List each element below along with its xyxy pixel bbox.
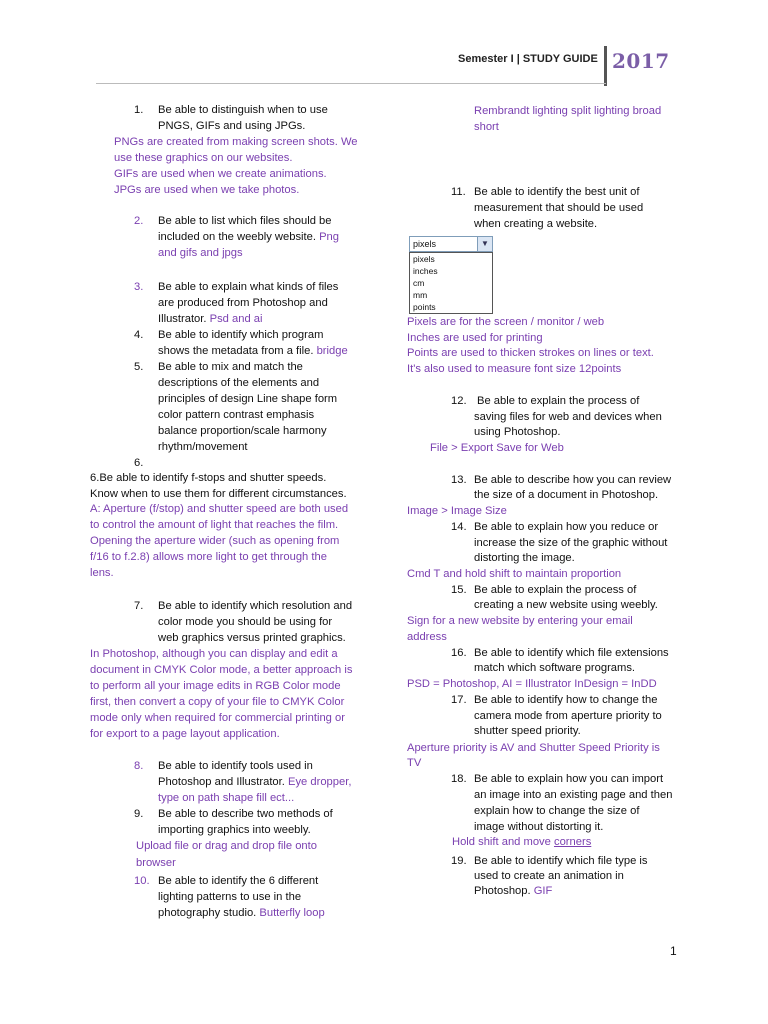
question-text: shows the metadata from a file. bridge <box>158 345 348 357</box>
answer-line: short <box>474 121 499 133</box>
question-text: color mode you should be using for <box>158 616 333 628</box>
question-number: 5. <box>134 361 144 373</box>
question-text: importing graphics into weebly. <box>158 824 311 836</box>
question-text: image without distorting it. <box>474 821 604 833</box>
question-text: Be able to identify how to change the <box>474 694 658 706</box>
question-text: are produced from Photoshop and <box>158 297 328 309</box>
question-text: Be able to identify the best unit of <box>474 186 640 198</box>
question-number: 19. <box>451 855 467 867</box>
unit-option[interactable]: inches <box>413 266 438 276</box>
answer-line: TV <box>407 757 422 769</box>
unit-option[interactable]: cm <box>413 278 425 288</box>
answer-inline: bridge <box>316 345 348 357</box>
question-text: principles of design Line shape form <box>158 393 338 405</box>
question-number: 12. <box>451 395 467 407</box>
question-number: 1. <box>134 104 144 116</box>
question-number: 6. <box>134 457 144 469</box>
question-text: web graphics versus printed graphics. <box>158 632 346 644</box>
question-text: photography studio. Butterfly loop <box>158 907 325 919</box>
question-text: saving files for web and devices when <box>474 411 662 423</box>
answer-inline: Psd and ai <box>209 313 263 325</box>
question-text: Photoshop. GIF <box>474 885 553 897</box>
answer-line: Rembrandt lighting split lighting broad <box>474 105 662 117</box>
answer-line: use these graphics on our websites. <box>114 152 293 164</box>
question-text: Be able to identify the 6 different <box>158 875 319 887</box>
answer-line: document in CMYK Color mode, a better approach is <box>90 664 353 676</box>
question-number: 11. <box>451 186 466 198</box>
answer-line: In Photoshop, although you can display and edit a <box>90 648 338 660</box>
question-text: Be able to explain what kinds of files <box>158 281 339 293</box>
question-text: Be able to mix and match the <box>158 361 303 373</box>
question-text: Be able to distinguish when to use PNGS, GIFs and using JPGs. <box>158 104 328 132</box>
question-number: 2. <box>134 215 144 227</box>
answer-line: first, then convert a copy of your file to CMYK Color <box>90 696 345 708</box>
question-number: 18. <box>451 773 467 785</box>
answer-line: for export to a page layout application. <box>90 728 280 740</box>
question-text: creating a new website using weebly. <box>474 599 658 611</box>
question-number: 8. <box>134 760 144 772</box>
answer-line: Cmd T and hold shift to maintain proportion <box>407 568 622 580</box>
header-title: Semester I | STUDY GUIDE <box>458 53 598 65</box>
answer-line: f/16 to f.2.8) allows more light to get through the <box>90 551 327 563</box>
answer-line: Inches are used for printing <box>407 332 543 344</box>
answer-line: to control the amount of light that reaches the film. <box>90 519 339 531</box>
question-text: Be able to identify which program <box>158 329 324 341</box>
question-text: Be able to list which files should be <box>158 215 332 227</box>
answer-line: A: Aperture (f/stop) and shutter speed are both used <box>90 503 349 515</box>
question-number: 4. <box>134 329 144 341</box>
answer-line: File > Export Save for Web <box>430 442 564 454</box>
question-text: shutter speed priority. <box>474 725 581 737</box>
page-number: 1 <box>670 944 677 958</box>
question-text: camera mode from aperture priority to <box>474 710 662 722</box>
answer-line: PNGs are created from making screen shots. We <box>114 136 358 148</box>
unit-option[interactable]: points <box>413 302 436 312</box>
question-number: 7. <box>134 600 144 612</box>
question-text: 6.Be able to identify f-stops and shutter speeds. <box>90 472 327 484</box>
question-text: color pattern contrast emphasis <box>158 409 315 421</box>
answer-line: and gifs and jpgs <box>158 247 243 259</box>
unit-select[interactable] <box>409 236 493 252</box>
question-text: Be able to describe two methods of <box>158 808 333 820</box>
unit-option[interactable]: mm <box>413 290 428 300</box>
question-text: Illustrator. Psd and ai <box>158 313 263 325</box>
unit-dropdown[interactable] <box>409 236 493 312</box>
answer-line: lens. <box>90 567 114 579</box>
unit-option[interactable]: pixels <box>413 254 435 264</box>
answer-line: Pixels are for the screen / monitor / web <box>407 316 605 328</box>
answer-line: It's also used to measure font size 12points <box>407 363 622 375</box>
question-text: Be able to identify which file extensions <box>474 647 669 659</box>
question-text: match which software programs. <box>474 662 636 674</box>
answer-inline: GIF <box>533 885 553 897</box>
question-text: balance proportion/scale harmony <box>158 425 327 437</box>
question-number: 13. <box>451 474 467 486</box>
chevron-down-icon[interactable]: ▼ <box>477 237 492 251</box>
question-number: 15. <box>451 584 467 596</box>
question-text: lighting patterns to use in the <box>158 891 302 903</box>
question-text: Be able to identify which file type is <box>474 855 648 867</box>
question-text: an image into an existing page and then <box>474 789 673 801</box>
answer-line: Sign for a new website by entering your email <box>407 615 633 627</box>
answer-underlined: corners <box>553 836 592 848</box>
question-text: increase the size of the graphic without <box>474 537 668 549</box>
answer-line: mode only when required for commercial printing or <box>90 712 345 724</box>
question-text: Be able to explain the process of <box>474 584 637 596</box>
answer-line: GIFs are used when we create animations. <box>114 168 327 180</box>
question-text: Be able to explain how you can import <box>474 773 664 785</box>
answer-line: JPGs are used when we take photos. <box>114 184 300 196</box>
answer-line: Aperture priority is AV and Shutter Speed Priority is <box>407 742 660 754</box>
question-text: Know when to use them for different circumstances. <box>90 488 347 500</box>
header-divider <box>604 46 607 86</box>
question-number: 17. <box>451 694 467 706</box>
unit-options-list <box>409 252 493 314</box>
answer-inline: Png <box>319 231 339 243</box>
unit-selected-value: pixels <box>413 239 437 249</box>
question-number: 10. <box>134 875 150 887</box>
question-number: 9. <box>134 808 144 820</box>
answer-line: address <box>407 631 447 643</box>
question-text: descriptions of the elements and <box>158 377 320 389</box>
question-text: using Photoshop. <box>474 426 561 438</box>
question-text: included on the weebly website. Png <box>158 231 339 243</box>
question-text: rhythm/movement <box>158 441 248 453</box>
answer-line: Image > Image Size <box>407 505 507 517</box>
answer-inline: Butterfly loop <box>259 907 325 919</box>
question-text: Be able to identify which resolution and <box>158 600 353 612</box>
answer-inline: Eye dropper, <box>287 776 352 788</box>
question-text: explain how to change the size of <box>474 805 640 817</box>
header-rule <box>96 83 606 84</box>
question-text: Be able to identify tools used in <box>158 760 313 772</box>
question-text: Photoshop and Illustrator. Eye dropper, <box>158 776 352 788</box>
answer-line: Opening the aperture wider (such as opening from <box>90 535 340 547</box>
answer-line: type on path shape fill ect... <box>158 792 295 804</box>
question-text: the size of a document in Photoshop. <box>474 489 659 501</box>
answer-line: Upload file or drag and drop file onto <box>136 840 317 852</box>
question-text: when creating a website. <box>474 218 598 230</box>
answer-line: PSD = Photoshop, AI = Illustrator InDesign = InDD <box>407 678 657 690</box>
answer-line: Hold shift and move corners <box>452 836 592 848</box>
question-text: measurement that should be used <box>474 202 644 214</box>
answer-line: to perform all your image edits in RGB Color mode <box>90 680 341 692</box>
header-year: 2017 <box>612 49 670 73</box>
answer-line: Points are used to thicken strokes on lines or text. <box>407 347 654 359</box>
question-number: 14. <box>451 521 467 533</box>
question-text: Be able to explain the process of <box>477 395 640 407</box>
question-number: 3. <box>134 281 144 293</box>
question-text: Be able to explain how you reduce or <box>474 521 659 533</box>
question-text: used to create an animation in <box>474 870 624 882</box>
question-text: distorting the image. <box>474 552 575 564</box>
question-number: 16. <box>451 647 467 659</box>
answer-line: browser <box>136 857 176 869</box>
question-text: Be able to describe how you can review <box>474 474 672 486</box>
